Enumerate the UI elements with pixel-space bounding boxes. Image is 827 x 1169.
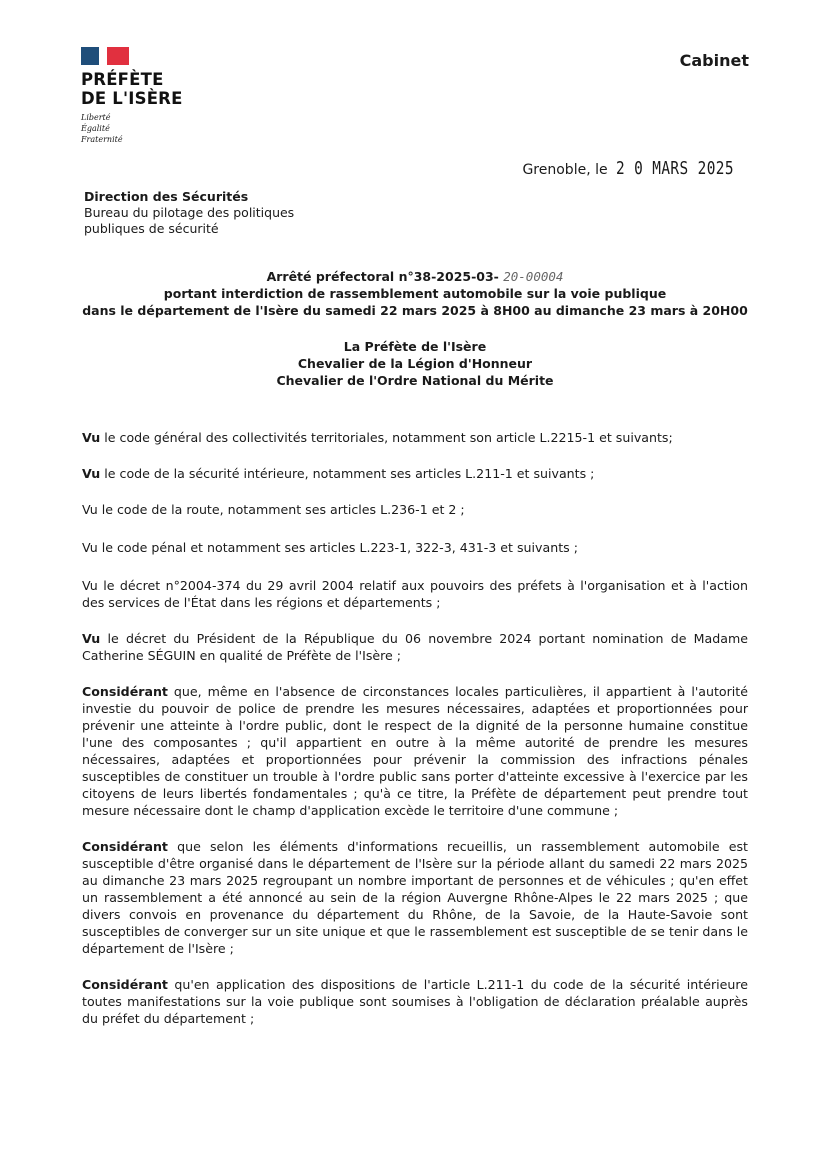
direction-title: Direction des Sécurités xyxy=(84,189,249,204)
paragraph xyxy=(82,976,748,1027)
paragraph-text: qu'en application des dispositions de l'article L.211-1 du code de la sécurité intérieure toutes manifestations sur la voie publique sont soumises à l'obligation de déclaration préalable auprès du préfet du département ; xyxy=(82,977,748,1026)
paragraph xyxy=(82,838,748,957)
paragraph xyxy=(82,577,748,611)
motto-line: Liberté xyxy=(81,113,111,122)
author-line: Chevalier de l'Ordre National du Mérite xyxy=(276,373,554,388)
motto-line: Fraternité xyxy=(81,135,123,144)
logo-title xyxy=(81,70,183,108)
place: Grenoble, le xyxy=(522,162,608,178)
paragraph-lead: Vu xyxy=(82,631,101,646)
paragraph-lead: Considérant xyxy=(82,684,168,699)
decree-number-prefix: Arrêté préfectoral n°38-2025-03- xyxy=(266,269,499,284)
author-line: La Préfète de l'Isère xyxy=(343,339,487,354)
paragraph-text: Vu le décret n°2004-374 du 29 avril 2004 relatif aux pouvoirs des préfets à l'organisation et à l'action des services de l'État dans les régions et départements ; xyxy=(82,578,748,610)
bureau-line: publiques de sécurité xyxy=(84,221,219,236)
motto xyxy=(81,112,183,145)
decree-subject: portant interdiction de rassemblement automobile sur la voie publique xyxy=(163,286,667,301)
date-stamp: 2 0 MARS 2025 xyxy=(615,158,734,179)
decree-period: dans le département de l'Isère du samedi 22 mars 2025 à 8H00 au dimanche 23 mars à 20H00 xyxy=(82,303,748,318)
paragraph-text: que, même en l'absence de circonstances locales particulières, il appartient à l'autorité investie du pouvoir de police de prendre les mesures nécessaires, adaptées et proportionnées pour prévenir une atteinte à l'ordre public, dont le respect de la dignité de la personne humaine constitue l'une des composantes ; qu'il appartient en outre à la même autorité de prendre les mesures nécessaires, adaptées et proportionnées pour prévenir la commission des infractions pénales susceptibles de constituer un trouble à l'ordre public sans porter d'atteinte excessive à l'exercice par les citoyens de leurs libertés fondamentales ; qu'à ce titre, la Préfète de département peut prendre tout mesure nécessaire dont le champ d'application excède le territoire d'une commune ; xyxy=(82,684,748,818)
decree-number xyxy=(60,268,770,285)
paragraph-lead: Considérant xyxy=(82,839,168,854)
author-block xyxy=(60,338,770,389)
motto-line: Égalité xyxy=(81,124,110,133)
decree-title xyxy=(60,268,770,319)
paragraph-text: le code général des collectivités territoriales, notamment son article L.2215-1 et suivants; xyxy=(100,430,673,445)
service-name: Cabinet xyxy=(679,51,749,70)
paragraph xyxy=(82,429,748,446)
paragraph xyxy=(82,465,748,482)
author-line: Chevalier de la Légion d'Honneur xyxy=(297,356,533,371)
decree-body xyxy=(82,429,748,1046)
paragraph xyxy=(82,501,748,518)
paragraph-text: Vu le code pénal et notamment ses articles L.223-1, 322-3, 431-3 et suivants ; xyxy=(82,540,578,555)
paragraph xyxy=(82,539,748,556)
paragraph-lead: Vu xyxy=(82,430,101,445)
marianne-flag-icon xyxy=(81,47,129,65)
paragraph xyxy=(82,630,748,664)
logo-title-line: DE L'ISÈRE xyxy=(81,89,183,108)
paragraph-text: que selon les éléments d'informations recueillis, un rassemblement automobile est susceptible d'être organisé dans le département de l'Isère sur la période allant du samedi 22 mars 2025 au dimanche 23 mars 2025 regroupant un nombre important de personnes et de véhicules ; qu'en effet un rassemblement a été annoncé au sein de la région Auvergne Rhône-Alpes le 22 mars 2025 ; que divers convois en provenance du département du Rhône, de la Savoie, de la Haute-Savoie sont susceptibles de converger sur un site unique et que le rassemblement est susceptible de se tenir dans le département de l'Isère ; xyxy=(82,839,748,956)
paragraph-text: le décret du Président de la République du 06 novembre 2024 portant nomination de Madame Catherine SÉGUIN en qualité de Préfète de l'Isère ; xyxy=(82,631,748,663)
prefecture-logo xyxy=(81,47,183,145)
handwritten-number: 20-00004 xyxy=(503,269,564,284)
logo-title-line: PRÉFÈTE xyxy=(81,70,164,89)
bureau-line: Bureau du pilotage des politiques xyxy=(84,205,295,220)
date-line xyxy=(522,158,763,179)
paragraph-lead: Vu xyxy=(82,466,101,481)
paragraph-text: le code de la sécurité intérieure, notamment ses articles L.211-1 et suivants ; xyxy=(100,466,595,481)
paragraph-lead: Considérant xyxy=(82,977,168,992)
direction-block xyxy=(84,189,294,237)
paragraph-text: Vu le code de la route, notamment ses articles L.236-1 et 2 ; xyxy=(82,502,465,517)
paragraph xyxy=(82,683,748,819)
